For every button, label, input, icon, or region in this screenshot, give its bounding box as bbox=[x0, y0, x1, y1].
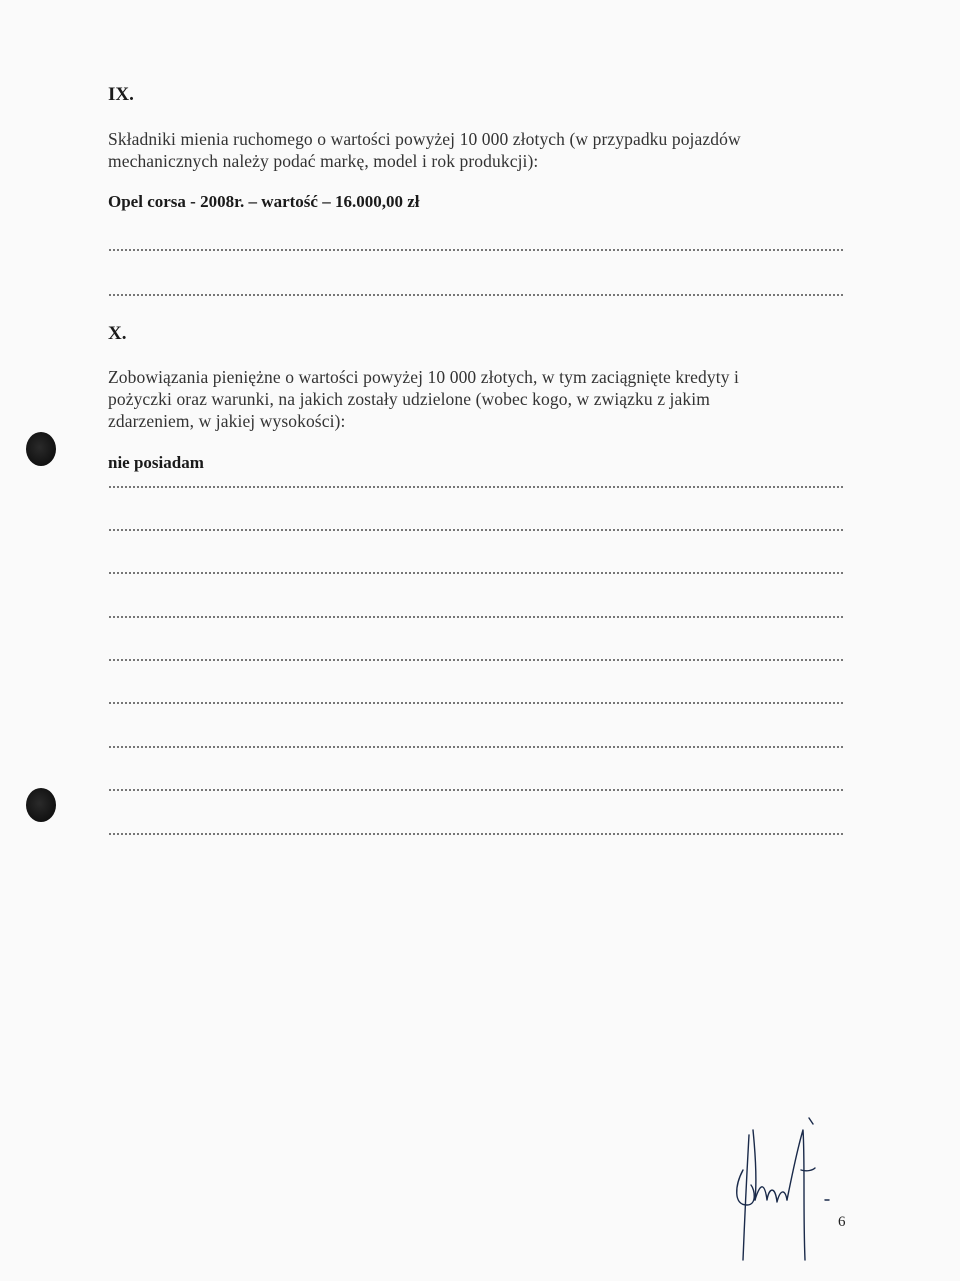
page-number: 6 bbox=[838, 1214, 846, 1230]
section-ix-description-line2: mechanicznych należy podać markę, model i rok produkcji): bbox=[108, 151, 539, 171]
dotted-line bbox=[108, 702, 843, 704]
section-ix-description-line1: Składniki mienia ruchomego o wartości powyżej 10 000 złotych (w przypadku pojazdów bbox=[108, 129, 741, 149]
section-x-description-line2: pożyczki oraz warunki, na jakich zostały udzielone (wobec kogo, w związku z jakim bbox=[108, 389, 710, 409]
section-ix-title: IX. bbox=[108, 84, 134, 105]
dotted-line bbox=[108, 572, 843, 574]
punch-hole-icon bbox=[26, 788, 56, 822]
signature-icon bbox=[725, 1110, 835, 1270]
section-x-description-line3: zdarzeniem, w jakiej wysokości): bbox=[108, 411, 346, 431]
dotted-line bbox=[108, 486, 843, 488]
dotted-line bbox=[108, 659, 843, 661]
dotted-line bbox=[108, 789, 843, 791]
dotted-line bbox=[108, 833, 843, 835]
section-ix-answer: Opel corsa - 2008r. – wartość – 16.000,00 zł bbox=[108, 192, 420, 211]
section-x-description-line1: Zobowiązania pieniężne o wartości powyżej 10 000 złotych, w tym zaciągnięte kredyty i bbox=[108, 367, 739, 387]
dotted-line bbox=[108, 746, 843, 748]
punch-hole-icon bbox=[26, 432, 56, 466]
dotted-line bbox=[108, 529, 843, 531]
dotted-line bbox=[108, 249, 843, 251]
dotted-line bbox=[108, 294, 843, 296]
section-x-title: X. bbox=[108, 323, 127, 344]
dotted-line bbox=[108, 616, 843, 618]
section-x-answer: nie posiadam bbox=[108, 453, 204, 472]
